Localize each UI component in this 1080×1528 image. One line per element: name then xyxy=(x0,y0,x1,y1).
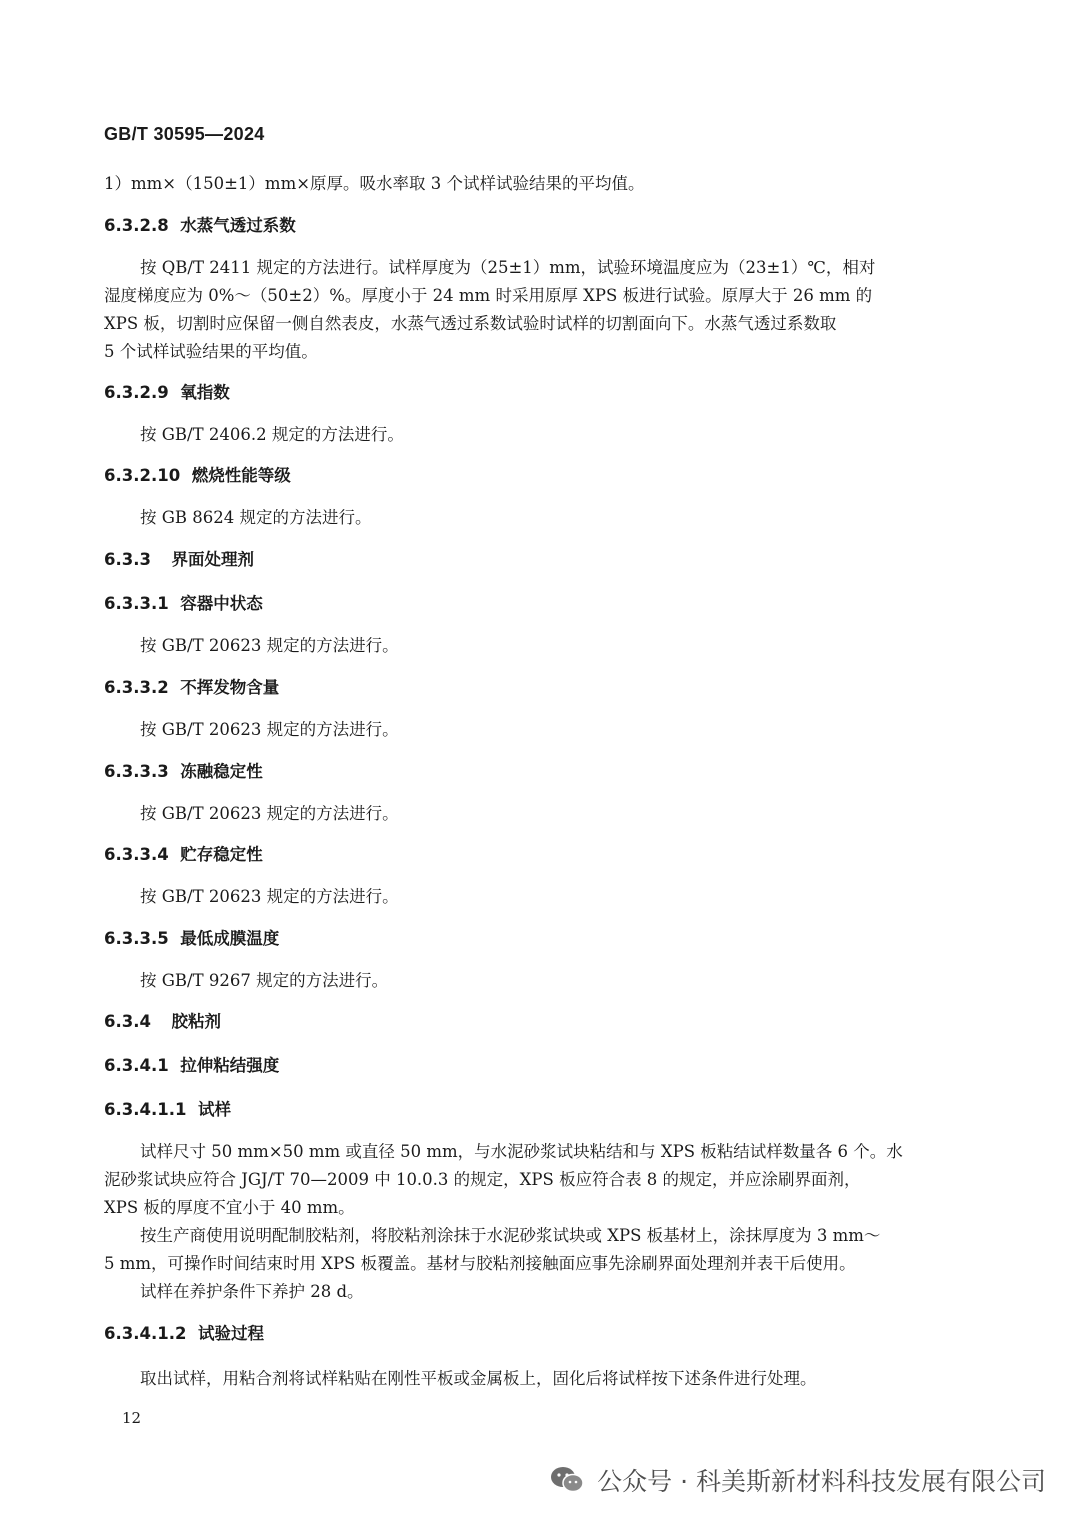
section-number: 6.3.3 xyxy=(104,550,151,569)
section-number: 6.3.3.2 xyxy=(104,678,169,697)
section-title: 最低成膜温度 xyxy=(180,929,280,948)
text-line: 泥砂浆试块应符合 JGJ/T 70—2009 中 10.0.3 的规定，XPS 板应符合表 8 的规定，并应涂刷界面剂， xyxy=(104,1170,861,1189)
text-line: 按生产商使用说明配制胶粘剂，将胶粘剂涂抹于水泥砂浆试块或 XPS 板基材上，涂抹厚度为 3 mm～ xyxy=(140,1226,881,1245)
section-title: 拉伸粘结强度 xyxy=(180,1056,280,1075)
section-heading xyxy=(104,925,946,952)
section-number: 6.3.2.8 xyxy=(104,216,169,235)
text-line: 取出试样，用粘合剂将试样粘贴在刚性平板或金属板上，固化后将试样按下述条件进行处理。 xyxy=(140,1369,817,1388)
section-heading xyxy=(104,546,946,573)
text-line: 按 GB/T 9267 规定的方法进行。 xyxy=(140,971,389,990)
text-line: 5 mm，可操作时间结束时用 XPS 板覆盖。基材与胶粘剂接触面应事先涂刷界面处理剂并表干后使用。 xyxy=(104,1254,856,1273)
section-number: 6.3.4.1.2 xyxy=(104,1324,187,1343)
section-number: 6.3.4.1.1 xyxy=(104,1100,187,1119)
text-line: 试样尺寸 50 mm×50 mm 或直径 50 mm，与水泥砂浆试块粘结和与 XPS 板粘结试样数量各 6 个。水 xyxy=(140,1142,903,1161)
standard-header: GB/T 30595—2024 xyxy=(104,124,265,144)
section-title: 界面处理剂 xyxy=(171,550,254,569)
section-title: 不挥发物含量 xyxy=(180,678,280,697)
section-number: 6.3.3.4 xyxy=(104,845,169,864)
section-title: 燃烧性能等级 xyxy=(191,466,291,485)
text-line: 按 QB/T 2411 规定的方法进行。试样厚度为（25±1）mm，试验环境温度应为（23±1）℃，相对 xyxy=(140,258,876,277)
section-number: 6.3.3.1 xyxy=(104,594,169,613)
section-number: 6.3.3.3 xyxy=(104,762,169,781)
watermark xyxy=(549,1462,1046,1498)
section-heading xyxy=(104,1320,946,1347)
text-line: 按 GB/T 2406.2 规定的方法进行。 xyxy=(140,425,404,444)
section-title: 胶粘剂 xyxy=(171,1012,221,1031)
section-number: 6.3.2.9 xyxy=(104,383,169,402)
text-line: 按 GB 8624 规定的方法进行。 xyxy=(140,508,372,527)
section-title: 氧指数 xyxy=(180,383,230,402)
section-title: 水蒸气透过系数 xyxy=(180,216,296,235)
page-number: 12 xyxy=(122,1409,142,1427)
text-line: 试样在养护条件下养护 28 d。 xyxy=(140,1282,364,1301)
section-number: 6.3.4 xyxy=(104,1012,151,1031)
text-line: 5 个试样试验结果的平均值。 xyxy=(104,342,318,361)
section-number: 6.3.3.5 xyxy=(104,929,169,948)
section-heading xyxy=(104,212,946,239)
section-heading xyxy=(104,590,946,617)
section-number: 6.3.2.10 xyxy=(104,466,181,485)
text-line: 1）mm×（150±1）mm×原厚。吸水率取 3 个试样试验结果的平均值。 xyxy=(104,174,645,193)
section-heading xyxy=(104,1008,946,1035)
section-title: 试样 xyxy=(197,1100,231,1119)
wechat-icon xyxy=(549,1465,585,1495)
watermark-text: 公众号 · 科美斯新材料科技发展有限公司 xyxy=(597,1467,1046,1496)
section-heading xyxy=(104,1052,946,1079)
section-heading xyxy=(104,674,946,701)
section-heading xyxy=(104,462,946,489)
text-line: 按 GB/T 20623 规定的方法进行。 xyxy=(140,887,399,906)
section-heading xyxy=(104,841,946,868)
text-line: 湿度梯度应为 0%～（50±2）%。厚度小于 24 mm 时采用原厚 XPS 板进行试验。原厚大于 26 mm 的 xyxy=(104,286,873,305)
section-number: 6.3.4.1 xyxy=(104,1056,169,1075)
text-line: XPS 板，切割时应保留一侧自然表皮，水蒸气透过系数试验时试样的切割面向下。水蒸气透过系数取 xyxy=(104,314,837,333)
section-heading xyxy=(104,758,946,785)
section-heading xyxy=(104,1096,946,1123)
section-title: 贮存稳定性 xyxy=(180,845,263,864)
text-line: 按 GB/T 20623 规定的方法进行。 xyxy=(140,636,399,655)
section-title: 试验过程 xyxy=(197,1324,264,1343)
section-title: 冻融稳定性 xyxy=(180,762,263,781)
text-line: 按 GB/T 20623 规定的方法进行。 xyxy=(140,804,399,823)
section-heading xyxy=(104,379,946,406)
section-title: 容器中状态 xyxy=(180,594,263,613)
text-line: 按 GB/T 20623 规定的方法进行。 xyxy=(140,720,399,739)
text-line: XPS 板的厚度不宜小于 40 mm。 xyxy=(104,1198,355,1217)
